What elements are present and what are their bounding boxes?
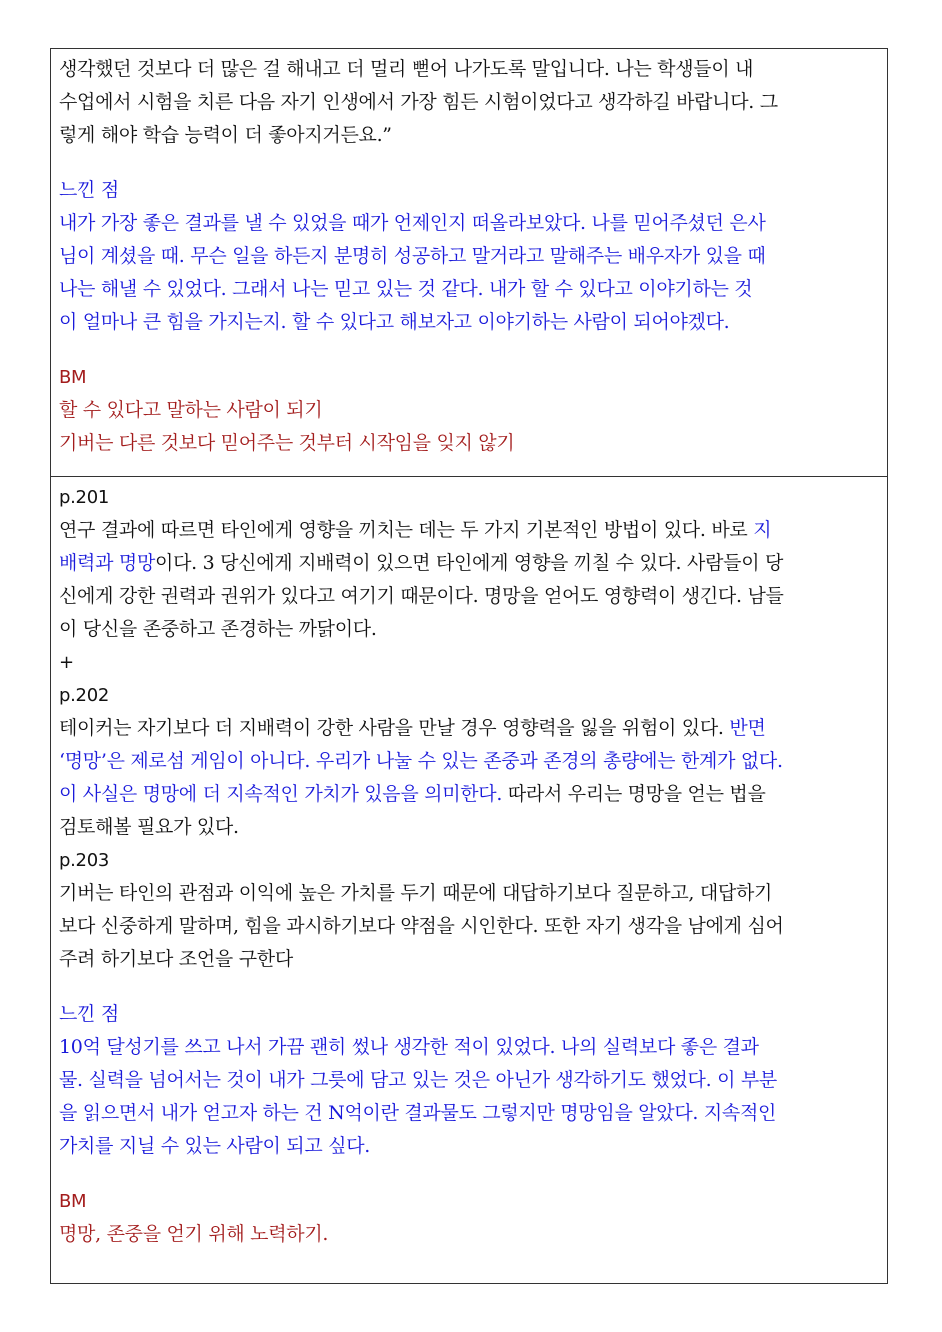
document-table (50, 48, 888, 1284)
spacer (59, 152, 879, 174)
bm-line: 할 수 있다고 말하는 사람이 되기 (59, 399, 323, 421)
highlight-text: 반면 (729, 717, 766, 739)
reflection-line: 을 읽으면서 내가 얻고자 하는 건 N억이란 결과물도 그렇지만 명망임을 알았다. 지속적인 (59, 1102, 777, 1124)
excerpt-line (59, 547, 879, 580)
highlight-line: ‘명망’은 제로섬 게임이 아니다. 우리가 나눌 수 있는 존중과 존경의 총량에는 한계가 없다. (59, 750, 783, 772)
reflection-line: 10억 달성기를 쓰고 나서 가끔 괜히 썼나 생각한 적이 있었다. 나의 실력보다 좋은 결과 (59, 1036, 759, 1058)
highlight-text: 배력과 명망 (59, 552, 156, 574)
quote-line: 생각했던 것보다 더 많은 걸 해내고 더 멀리 뻗어 나가도록 말입니다. 나는 학생들이 내 (59, 58, 754, 80)
reflection-line: 가치를 지닐 수 있는 사람이 되고 싶다. (59, 1135, 370, 1157)
quote-line: 렇게 해야 학습 능력이 더 좋아지거든요.” (59, 124, 392, 146)
excerpt-line (59, 514, 879, 547)
reflection-heading: 느낀 점 (59, 1003, 119, 1025)
reflection-line: 나는 해낼 수 있었다. 그래서 나는 믿고 있는 것 같다. 내가 할 수 있다고 이야기하는 것 (59, 278, 753, 300)
bm-heading: BM (59, 1191, 87, 1212)
excerpt-line (59, 778, 879, 811)
table-cell-bottom (51, 477, 887, 1283)
bm-heading: BM (59, 367, 87, 388)
spacer (59, 1163, 879, 1185)
plus-marker: + (59, 652, 74, 673)
excerpt-line: 검토해볼 필요가 있다. (59, 816, 239, 838)
bm-line: 기버는 다른 것보다 믿어주는 것부터 시작임을 잊지 않기 (59, 432, 515, 454)
excerpt-text: 이다. 3 당신에게 지배력이 있으면 타인에게 영향을 끼칠 수 있다. 사람들이 당 (155, 552, 784, 574)
excerpt-line: 신에게 강한 권력과 권위가 있다고 여기기 때문이다. 명망을 얻어도 영향력이 생긴다. 남들 (59, 585, 784, 607)
reflection-line: 물. 실력을 넘어서는 것이 내가 그릇에 담고 있는 것은 아닌가 생각하기도 했었다. 이 부분 (59, 1069, 777, 1091)
bm-line: 명망, 존중을 얻기 위해 노력하기. (59, 1223, 329, 1245)
reflection-line: 내가 가장 좋은 결과를 낼 수 있었을 때가 언제인지 떠올라보았다. 나를 믿어주셨던 은사 (59, 212, 766, 234)
table-cell-top (51, 49, 887, 477)
excerpt-line (59, 712, 879, 745)
highlight-text: 지 (753, 519, 772, 541)
excerpt-line: 주려 하기보다 조언을 구한다 (59, 948, 293, 970)
excerpt-line: 보다 신중하게 말하며, 힘을 과시하기보다 약점을 시인한다. 또한 자기 생각을 남에게 심어 (59, 915, 784, 937)
page-ref-label: p.203 (59, 850, 110, 871)
spacer (59, 339, 879, 361)
page-ref-label: p.201 (59, 487, 110, 508)
reflection-line: 님이 계셨을 때. 무슨 일을 하든지 분명히 성공하고 말거라고 말해주는 배우자가 있을 때 (59, 245, 766, 267)
spacer (59, 976, 879, 998)
reflection-heading: 느낀 점 (59, 179, 119, 201)
excerpt-text: 테이커는 자기보다 더 지배력이 강한 사람을 만날 경우 영향력을 잃을 위험이 있다. (59, 717, 730, 739)
excerpt-line: 이 당신을 존중하고 존경하는 까닭이다. (59, 618, 377, 640)
excerpt-text: 연구 결과에 따르면 타인에게 영향을 끼치는 데는 두 가지 기본적인 방법이 있다. 바로 (59, 519, 754, 541)
highlight-text: 이 사실은 명망에 더 지속적인 가치가 있음을 의미한다. (59, 783, 503, 805)
reflection-line: 이 얼마나 큰 힘을 가지는지. 할 수 있다고 해보자고 이야기하는 사람이 되어야겠다. (59, 311, 730, 333)
excerpt-text: 따라서 우리는 명망을 얻는 법을 (502, 783, 766, 805)
excerpt-line: 기버는 타인의 관점과 이익에 높은 가치를 두기 때문에 대답하기보다 질문하고, 대답하기 (59, 882, 773, 904)
page-ref-label: p.202 (59, 685, 110, 706)
quote-line: 수업에서 시험을 치른 다음 자기 인생에서 가장 힘든 시험이었다고 생각하길 바랍니다. 그 (59, 91, 778, 113)
